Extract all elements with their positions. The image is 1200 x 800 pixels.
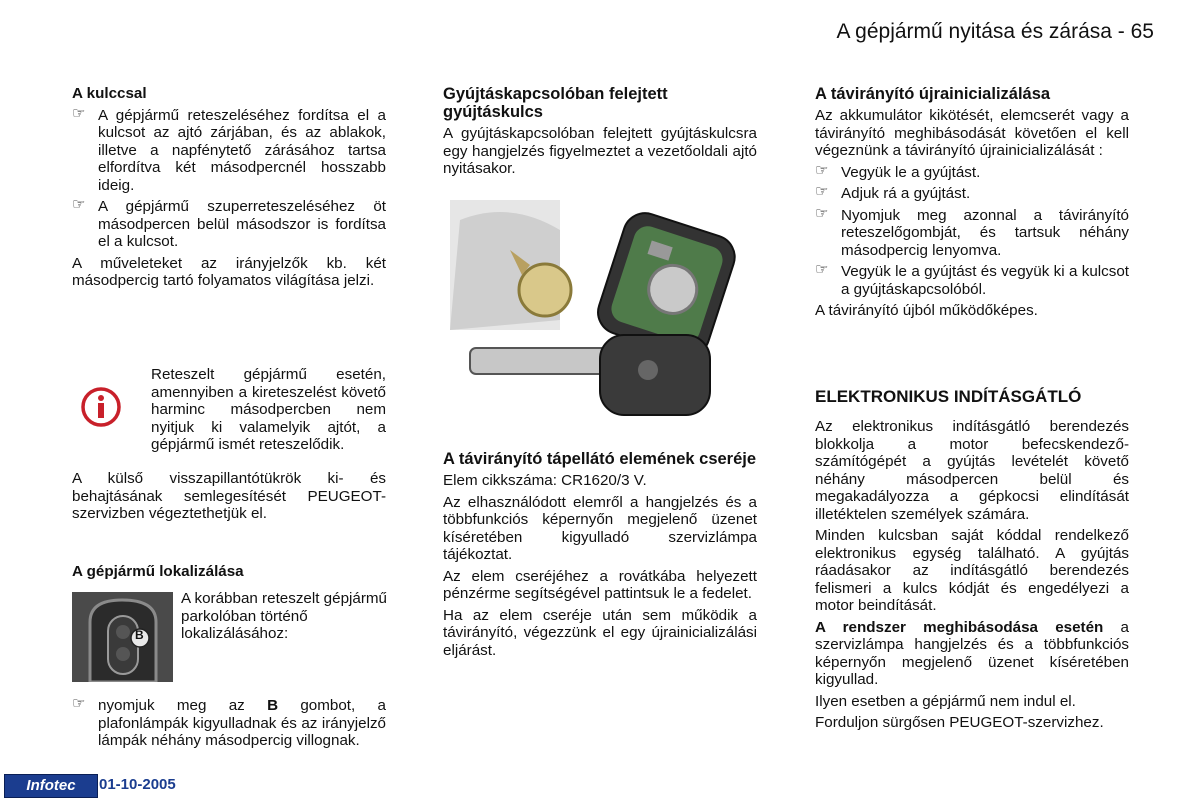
paragraph: Az elhasználódott elemről a hangjelzés és a többfunkciós képernyőn megjelenő üzenet kíséretében kigyulladó szervizlámpa tájékoztat. — [443, 493, 757, 563]
paragraph: A műveleteket az irányjelzők kb. két másodpercig tartó folyamatos világítása jelzi. — [72, 254, 386, 289]
paragraph: A gyújtáskapcsolóban felejtett gyújtáskulcsra egy hangjelzés figyelmeztet a vezetőoldali ajtó nyitásakor. — [443, 125, 757, 177]
bullet-text: A gépjármű szuperreteszeléséhez öt másodpercen belül másodszor is fordítsa el a kulcsot. — [98, 198, 386, 250]
locate-intro: A korábban reteszelt gépjármű parkolóban történő lokalizálásához: — [181, 590, 387, 642]
paragraph: Minden kulcsban saját kóddal rendelkező elektronikus egység található. A gyújtás ráadásakor az indításgátló berendezés felismeri a kulcs kódját és engedélyezi a motor beindítását. — [815, 527, 1129, 614]
bullet-text: gombot, a plafonlámpák kigyulladnak és az irányjelző lámpák néhány másodpercig villognak. — [98, 697, 386, 749]
bullet-item — [815, 263, 1129, 298]
section-title-key: A kulccsal — [72, 85, 147, 102]
pointing-hand-icon: ☞ — [72, 196, 86, 213]
remote-battery-image — [450, 200, 750, 435]
pointing-hand-icon: ☞ — [815, 183, 829, 200]
column-right — [815, 85, 1129, 324]
section-title-ignition: Gyújtáskapcsolóban felejtett gyújtáskulcs — [443, 85, 668, 121]
bullet-text: Adjuk rá a gyújtást. — [841, 185, 971, 202]
bullet-item — [72, 697, 386, 750]
pointing-hand-icon: ☞ — [815, 161, 829, 179]
paragraph: Elem cikkszáma: CR1620/3 V. — [443, 472, 647, 489]
column-middle — [443, 85, 757, 182]
section-title-immobilizer: ELEKTRONIKUS INDÍTÁSGÁTLÓ — [815, 387, 1082, 406]
footer-date: 01-10-2005 — [99, 776, 176, 793]
paragraph: Ilyen esetben a gépjármű nem indul el. — [815, 692, 1076, 710]
paragraph: Az elem cseréjéhez a rovátkába helyezett pénzérme segítségével pattintsuk le a fedelet. — [443, 567, 757, 602]
paragraph — [815, 619, 1129, 689]
paragraph: Forduljon sürgősen PEUGEOT-szervizhez. — [815, 714, 1104, 731]
bullet-item — [72, 198, 386, 251]
bullet-item — [72, 104, 386, 195]
bullet-text: Vegyük le a gyújtást és vegyük ki a kulcsot a gyújtáskapcsolóból. — [841, 263, 1129, 298]
bullet-text: Vegyük le a gyújtást. — [841, 163, 981, 181]
paragraph: Az akkumulátor kikötését, elemcserét vagy a távirányító meghibásodását követően el kell végeznünk a távirányító újrainicializálását : — [815, 107, 1129, 159]
infotec-logo: Infotec — [4, 774, 98, 798]
section-title-battery: A távirányító tápellátó elemének cseréje — [443, 450, 757, 468]
bold-text: A rendszer meghibásodása esetén — [815, 618, 1104, 636]
paragraph: Az elektronikus indításgátló berendezés blokkolja a motor befecskendező-számítógépét a gyújtás levételét követő néhány másodpercen belül és megakadályozza a gépkocsi elindítását illetéktelen személyek számára. — [815, 418, 1129, 523]
pointing-hand-icon: ☞ — [815, 204, 829, 222]
bullet-text: A gépjármű reteszeléséhez fordítsa el a kulcsot az ajtó zárjában, és az ablakok, illetve a napfénytető zárásához tartsa elfordítva két másodpercnél hosszabb ideig. — [98, 106, 386, 194]
pointing-hand-icon: ☞ — [815, 261, 829, 278]
pointing-hand-icon: ☞ — [72, 695, 86, 712]
bullet-item — [815, 161, 1129, 182]
key-button-b-label: B — [135, 628, 144, 642]
section-title-locate: A gépjármű lokalizálása — [72, 563, 244, 580]
column-left — [72, 85, 386, 294]
bullet-text: nyomjuk meg az — [98, 697, 268, 714]
info-icon — [80, 386, 122, 433]
bullet-item — [815, 204, 1129, 260]
button-b-ref: B — [267, 697, 279, 714]
pointing-hand-icon: ☞ — [72, 104, 86, 122]
page-header: A gépjármű nyitása és zárása - 65 — [836, 20, 1154, 43]
bullet-item — [815, 185, 1129, 203]
key-fob-image — [72, 592, 173, 682]
paragraph: A távirányító újból működőképes. — [815, 302, 1038, 319]
paragraph: Ha az elem cseréje után sem működik a távirányító, végezzünk el egy újrainicializálási eljárást. — [443, 606, 757, 659]
bullet-text: Nyomjuk meg azonnal a távirányító reteszelőgombját, és tartsuk néhány másodpercig lenyomva. — [841, 206, 1129, 259]
section-title-reinit: A távirányító újrainicializálása — [815, 85, 1051, 103]
paragraph-text: a szervizlámpa hangjelzés és a többfunkciós képernyőn megjelenő üzenet kíséretében kigyullad. — [815, 618, 1130, 688]
mirror-note: A külső visszapillantótükrök ki- és behajtásának semlegesítését PEUGEOT-szervizben végeztethetjük el. — [72, 470, 386, 522]
info-note: Reteszelt gépjármű esetén, amennyiben a kireteszelést követő harminc másodpercben nem nyitjuk ki valamelyik ajtót, a gépjármű ismét reteszelődik. — [151, 366, 386, 453]
